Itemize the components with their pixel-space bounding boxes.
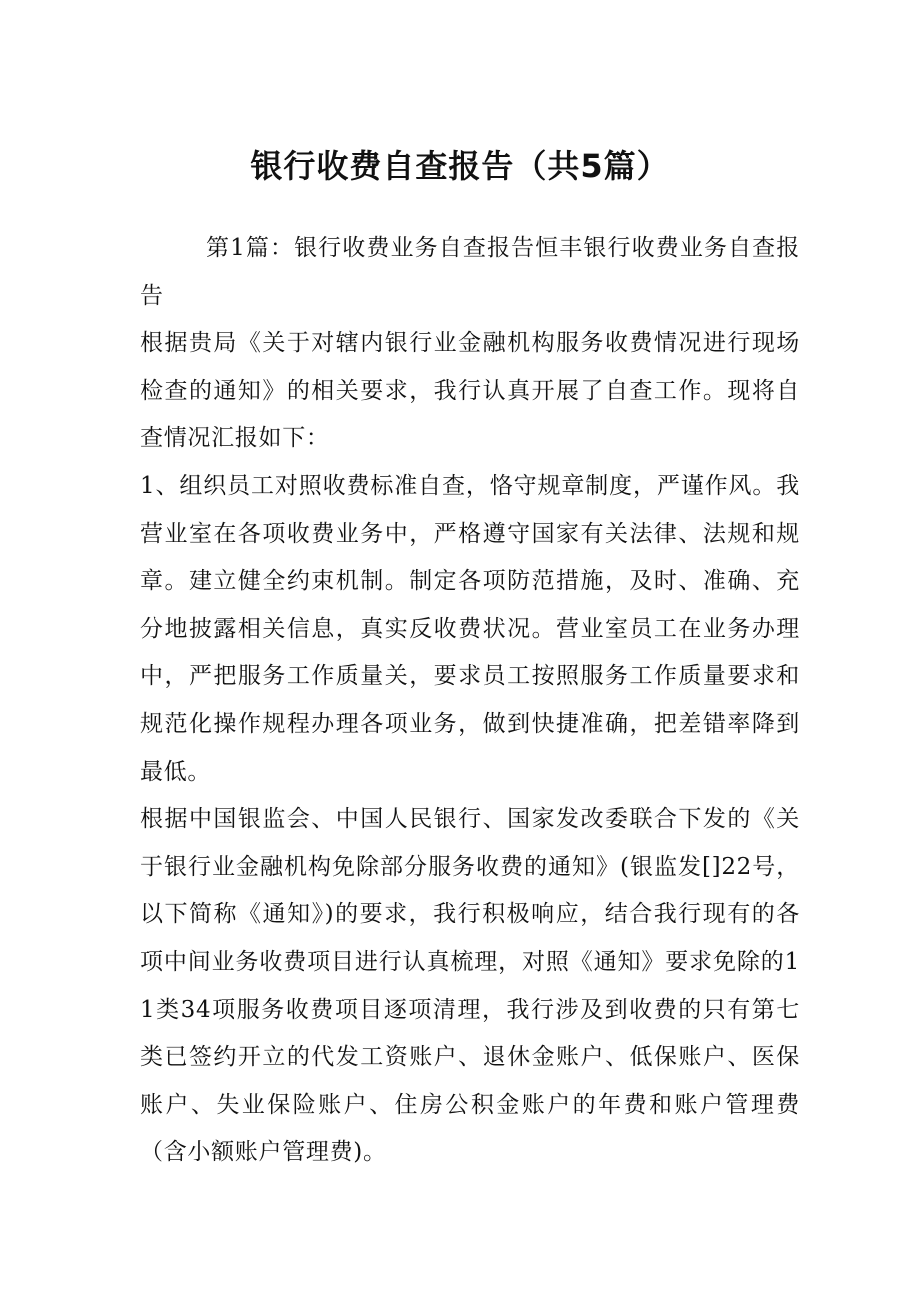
notice-response-paragraph: 根据中国银监会、中国人民银行、国家发改委联合下发的《关于银行业金融机构免除部分服务收费的通知》(银监发[]22号，以下简称《通知》)的要求，我行积极响应，结合我行现有的各项中间业务收费项目进行认真梳理，对照《通知》要求免除的11类34项服务收费项目逐项清理，我行涉及到收费的只有第七类已签约开立的代发工资账户、退休金账户、低保账户、医保账户、失业保险账户、住房公积金账户的年费和账户管理费（含小额账户管理费)。	[140, 806, 800, 1166]
item-1-paragraph: 1、组织员工对照收费标准自查，恪守规章制度，严谨作风。我营业室在各项收费业务中，严格遵守国家有关法律、法规和规章。建立健全约束机制。制定各项防范措施，及时、准确、充分地披露相关信息，真实反收费状况。营业室员工在业务办理中，严把服务工作质量关，要求员工按照服务工作质量要求和规范化操作规程办理各项业务，做到快捷准确，把差错率降到最低。	[140, 472, 800, 785]
document-title: 银行收费自查报告（共5篇）	[250, 147, 670, 185]
intro-paragraph: 根据贵局《关于对辖内银行业金融机构服务收费情况进行现场检查的通知》的相关要求，我行认真开展了自查工作。现将自查情况汇报如下：	[140, 330, 800, 452]
section-heading-paragraph: 第1篇：银行收费业务自查报告恒丰银行收费业务自查报告	[140, 235, 800, 309]
document-body	[140, 225, 800, 1177]
